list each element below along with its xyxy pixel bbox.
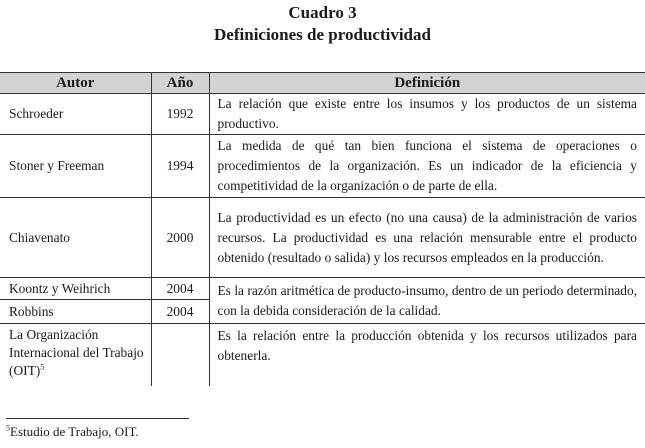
author-cell: [0, 324, 151, 386]
footnote-marker: 5: [40, 362, 45, 372]
year-cell: 1994: [151, 135, 209, 198]
header-definition: Definición: [209, 73, 645, 94]
table-title: Definiciones de productividad: [214, 25, 431, 44]
year-cell: 2004: [151, 278, 209, 300]
table-row: [0, 94, 645, 135]
header-year: Año: [151, 73, 209, 94]
table-header-row: [0, 73, 645, 94]
footnote-divider: [6, 418, 189, 419]
author-cell: Robbins: [0, 300, 151, 324]
year-cell: 2004: [151, 300, 209, 324]
table-row: [0, 278, 645, 300]
footnote-mark: 5: [6, 423, 10, 433]
table-row: [0, 198, 645, 278]
table-number: Cuadro 3: [288, 3, 357, 22]
footnote-text: Estudio de Trabajo, OIT.: [10, 424, 139, 439]
author-cell: Schroeder: [0, 94, 151, 135]
footnote: [6, 424, 139, 440]
table-row: [0, 324, 645, 386]
definitions-table: [0, 72, 645, 386]
year-cell: 2000: [151, 198, 209, 278]
definition-cell: La relación que existe entre los insumos y los productos de un sistema productivo.: [209, 94, 645, 135]
year-cell: [151, 324, 209, 386]
author-name: La Organización Internacional del Trabajo (OIT): [9, 327, 144, 378]
author-cell: Chiavenato: [0, 198, 151, 278]
table-row: [0, 135, 645, 198]
definition-cell: Es la relación entre la producción obtenida y los recursos utilizados para obtenerla.: [217, 328, 637, 363]
author-cell: Stoner y Freeman: [0, 135, 151, 198]
header-author: Autor: [0, 73, 151, 94]
year-cell: 1992: [151, 94, 209, 135]
author-cell: Koontz y Weihrich: [0, 278, 151, 300]
definition-cell: La medida de qué tan bien funciona el sistema de operaciones o procedimientos de la organización. Es un indicador de la eficiencia y competitividad de la organización o de parte de ella.: [209, 135, 645, 198]
definition-cell: La productividad es un efecto (no una causa) de la administración de varios recursos. La productividad es una relación mensurable entre el producto obtenido (resultado o salida) y los recursos empleados en la producción.: [209, 198, 645, 278]
definition-cell: Es la razón aritmética de producto-insumo, dentro de un periodo determinado, con la debida consideración de la calidad.: [209, 278, 645, 324]
